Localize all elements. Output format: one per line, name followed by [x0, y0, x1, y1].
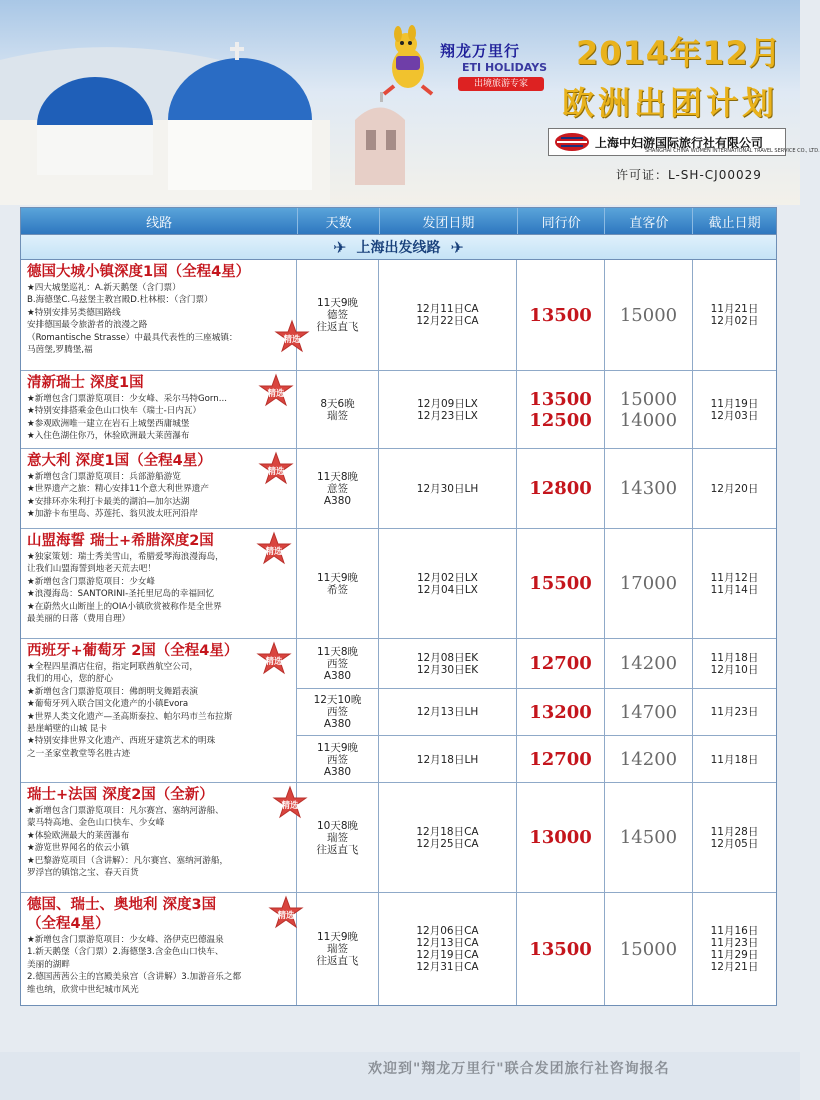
route-description-line: 我们的用心，您的舒心 [27, 674, 113, 685]
peer-price-line: 12500 [529, 409, 592, 431]
column-header-peer-price: 同行价 [518, 208, 606, 234]
route-description [27, 805, 292, 879]
page-title-date: 2014年12月 [576, 34, 782, 72]
deadline-date-line: 11月28日 [710, 825, 759, 838]
departure-date-cell [379, 449, 517, 528]
route-description-line: 1.新天鹅堡（含门票）2.海德堡3.含金色山口快车、 [27, 947, 224, 958]
days-visa-line: 德签 [327, 309, 348, 321]
departure-group [297, 893, 776, 1005]
deadline-date-line: 12月20日 [710, 482, 759, 495]
departure-date-cell [379, 639, 517, 688]
route-description-line: ★入住色湖住你乃，休验欧洲最大莱茵瀑布 [27, 431, 190, 442]
route-description [27, 551, 292, 625]
retail-price-line: 15000 [619, 938, 678, 960]
peer-price-line: 13500 [529, 304, 592, 326]
deadline-date-line: 11月18日 [710, 753, 759, 766]
deadline-date-line: 11月14日 [710, 583, 759, 596]
retail-price-line: 14000 [619, 409, 678, 431]
featured-badge-label: 精选 [283, 335, 301, 345]
departure-date-line: 12月09日LX [417, 397, 478, 410]
departure-row [297, 893, 776, 1005]
days-visa-line: A380 [323, 494, 352, 507]
route-description-line: ★四大城堡巡礼：A.新天鹅堡（含门票） [27, 283, 181, 293]
route-description-line: ★新增包含门票游览项目：凡尔赛宫、塞纳河游船、 [27, 806, 224, 816]
departure-date-line: 12月19日CA [416, 949, 479, 961]
route-description-line: ★安排环亦朱利打卡最美的湖泊—加尔达湖 [27, 496, 190, 507]
days-visa-line: 往返直飞 [316, 955, 359, 967]
departure-date-cell [379, 736, 517, 783]
table-row [21, 449, 776, 529]
peer-price [529, 827, 592, 848]
peer-price [529, 653, 592, 674]
table-body [21, 260, 776, 1005]
peer-price [529, 573, 592, 594]
route-description-line: 最美丽的日落（费用自理） [27, 614, 131, 625]
brand-name: 翔龙万里行 [440, 42, 521, 60]
departure-group [297, 260, 776, 370]
deadline-date [711, 483, 759, 495]
departure-date [416, 826, 478, 850]
days-visa-line: A380 [323, 718, 352, 730]
featured-badge-label: 精选 [267, 467, 285, 477]
days-visa-line: 西签 [326, 753, 348, 766]
days-cell [297, 371, 379, 448]
departure-date [417, 754, 478, 766]
peer-price-line: 13500 [529, 938, 592, 960]
route-title [27, 374, 292, 393]
deadline-cell [693, 371, 776, 448]
days-cell [297, 783, 379, 892]
route-title [27, 642, 292, 661]
peer-price-line: 12700 [529, 749, 592, 770]
deadline-date [711, 572, 759, 596]
departure-date-line: 12月13日CA [416, 937, 479, 949]
route-description-line: ★巴黎游览项目（含讲解）：凡尔赛宫、塞纳河游船， [27, 855, 229, 866]
route-description-line: 蒙马特高地、金色山口快车、少女峰 [27, 818, 165, 829]
table-row [21, 783, 776, 893]
departure-date-cell [379, 371, 517, 448]
peer-price-line: 12700 [529, 653, 592, 674]
days-visa [317, 297, 359, 333]
retail-price-line: 14200 [619, 653, 678, 674]
route-description-line: ★加游卡布里岛、苏莲托、翁贝波太旺河沿岸 [27, 509, 198, 520]
days-visa [317, 572, 358, 596]
departure-date-line: 12月25日CA [416, 837, 479, 850]
peer-price-cell [517, 783, 605, 892]
departure-date-line: 12月22日CA [416, 315, 479, 327]
peer-price-line: 15500 [529, 573, 592, 594]
days-visa-line: A380 [323, 669, 352, 682]
route-description [27, 282, 292, 356]
route-cell [21, 529, 297, 638]
table-header [21, 208, 776, 234]
deadline-cell [693, 783, 776, 892]
days-visa-line: 11天9晚 [316, 571, 359, 584]
days-visa-line: 瑞签 [327, 943, 348, 955]
route-description [27, 393, 292, 443]
retail-price [620, 653, 677, 674]
days-visa-line: 11天8晚 [316, 645, 359, 658]
days-visa-line: 希签 [326, 583, 348, 596]
tour-schedule-table [20, 207, 777, 1006]
brand-english-name: ETI HOLIDAYS [462, 61, 548, 74]
route-title-line: 瑞士+法国 深度2国（全新） [27, 787, 214, 803]
peer-price-cell [517, 260, 605, 370]
column-header-deadline: 截止日期 [708, 215, 761, 231]
peer-price-line: 13200 [529, 701, 592, 723]
header-banner [0, 0, 820, 205]
route-description [27, 661, 292, 760]
departure-date-cell [379, 783, 517, 892]
deadline-date-line: 11月16日 [710, 925, 759, 937]
route-description-line: 安排德国最令旅游者的浪漫之路 [27, 320, 148, 331]
retail-price-line: 15000 [619, 304, 678, 326]
route-title [27, 532, 292, 551]
route-description-line: 马茵堡,罗腾堡,福 [27, 345, 93, 356]
days-visa-line: 11天9晚 [316, 297, 359, 309]
route-description-line: 罗浮宫的镇馆之宝、春天百货 [27, 868, 139, 879]
airplane-icon: ✈ [450, 237, 464, 257]
peer-price-line: 13500 [529, 388, 592, 410]
departure-date-line: 12月18日LH [416, 753, 479, 766]
days-visa-line: 西签 [326, 706, 348, 718]
column-header-retail-price: 直客价 [605, 208, 693, 234]
route-description-line: ★特别安排另类德国路线 [27, 307, 121, 318]
route-description-line: ★新增包含门票游览项目：少女峰、洛伊克巴德温泉 [27, 935, 224, 945]
departure-date-line: 12月30日LH [416, 482, 479, 495]
departure-row [297, 639, 776, 689]
deadline-date [711, 303, 759, 327]
airplane-icon: ✈ [333, 237, 347, 257]
featured-badge-label: 精选 [265, 547, 283, 557]
departure-date-line: 12月11日CA [416, 303, 479, 315]
route-description-line: B.海德堡C.乌兹堡主教宫殿D.杜林根：（含门票） [27, 295, 213, 306]
footer-text: 欢迎到"翔龙万里行"联合发团旅行社咨询报名 [368, 1061, 670, 1077]
departure-date [417, 483, 478, 495]
company-badge [548, 128, 820, 156]
retail-price-cell [605, 260, 693, 370]
retail-price-cell [605, 783, 693, 892]
days-visa-line: 往返直飞 [316, 321, 359, 333]
departure-date-cell [379, 260, 517, 370]
departure-row [297, 449, 776, 528]
deadline-date-line: 12月03日 [710, 409, 759, 422]
route-title [27, 786, 292, 805]
table-row [21, 639, 776, 783]
departure-row [297, 371, 776, 448]
deadline-date-line: 12月21日 [710, 961, 759, 973]
peer-price-cell [517, 371, 605, 448]
deadline-date-line: 11月23日 [710, 706, 759, 718]
retail-price [620, 478, 677, 499]
days-visa-line: 11天9晚 [316, 931, 359, 943]
departure-date [416, 303, 478, 327]
deadline-date [711, 925, 759, 973]
route-description-line: ★游览世界闻名的依云小镇 [27, 843, 130, 854]
column-header-days: 天数 [298, 208, 380, 234]
peer-price [529, 305, 592, 326]
peer-price [529, 749, 592, 770]
departure-date-cell [379, 689, 517, 735]
peer-price-cell [517, 689, 605, 735]
departure-row [297, 260, 776, 370]
route-description-line: 悬崖峭壁的山城 昆卡 [27, 724, 108, 735]
peer-price [529, 939, 592, 960]
route-description-line: ★葡萄牙列入联合国文化遗产的小镇Evora [27, 699, 189, 710]
route-title-line: 西班牙+葡萄牙 2国（全程4星） [27, 643, 239, 659]
departure-date [417, 398, 478, 422]
deadline-cell [693, 260, 776, 370]
route-title [27, 452, 292, 471]
brand-slogan: 出境旅游专家 [458, 77, 544, 91]
departure-date-line: 12月04日LX [417, 583, 478, 596]
peer-price [529, 702, 592, 723]
days-visa-line: 10天8晚 [316, 819, 359, 832]
page-title: 欧洲出团计划 [562, 84, 779, 122]
peer-price [529, 389, 592, 431]
deadline-date-line: 11月23日 [710, 937, 759, 949]
route-cell [21, 260, 301, 370]
deadline-date-line: 12月02日 [710, 315, 759, 327]
peer-price-cell [517, 736, 605, 783]
route-description-line: 维也纳，欣赏中世纪城市风光 [27, 984, 139, 995]
route-description-line: ★在蔚然火山断崖上的OIA小镇欣赏被称作是全世界 [27, 601, 222, 612]
departure-group [297, 529, 776, 638]
route-description-line: 之一圣家堂教堂等名胜古迹 [27, 748, 131, 759]
days-visa [317, 820, 359, 856]
departure-date-line: 12月02日LX [417, 571, 478, 584]
company-english-name: SHANGHAI CHINA WOMEN INTERNATIONAL TRAVEL SERVICE CO., LTD. [645, 148, 820, 154]
days-visa-line: 12天10晚 [313, 694, 362, 706]
retail-price [620, 749, 677, 770]
company-logo-icon [553, 132, 591, 152]
route-description-line: ★新增包含门票游览项目：兵部游船游览 [27, 472, 181, 482]
route-description-line: ★新增包含门票游览项目：佛朗明戈舞蹈表演 [27, 686, 198, 697]
departure-date-line: 12月18日CA [416, 825, 479, 838]
days-visa-line: 意签 [326, 482, 348, 495]
retail-price-line: 14500 [619, 827, 678, 848]
column-header-departure: 发团日期 [380, 208, 518, 234]
retail-price-cell [605, 449, 693, 528]
days-visa [314, 694, 362, 730]
retail-price-cell [605, 529, 693, 638]
days-cell [297, 639, 379, 688]
days-cell [297, 529, 379, 638]
days-visa-line: 瑞签 [327, 409, 348, 422]
departure-date [417, 572, 478, 596]
peer-price-cell [517, 449, 605, 528]
days-cell [297, 689, 379, 735]
license-number: 许可证：L-SH-CJ00029 [616, 168, 762, 182]
departure-row [297, 529, 776, 638]
deadline-date-line: 12月10日 [710, 663, 759, 676]
route-cell [21, 783, 297, 892]
peer-price-cell [517, 893, 605, 1005]
departure-date-line: 12月13日LH [416, 706, 479, 718]
days-visa-line: 西签 [326, 657, 348, 670]
route-description-line: ★世界人类文化遗产—圣高斯泰拉、帕尔玛市兰布拉斯 [27, 711, 233, 722]
deadline-date-line: 11月29日 [710, 949, 759, 961]
table-row [21, 260, 776, 371]
route-description-line: ★参观欧洲唯一建立在岩石上城堡西庸城堡 [27, 418, 190, 429]
peer-price-line: 12800 [529, 478, 592, 499]
retail-price-line: 14200 [619, 749, 678, 770]
route-description-line: ★体验欧洲最大的莱茵瀑布 [27, 830, 130, 841]
table-row [21, 371, 776, 449]
deadline-date [711, 826, 759, 850]
route-title-line: 意大利 深度1国（全程4星） [27, 453, 212, 469]
deadline-cell [693, 736, 776, 783]
deadline-cell [693, 639, 776, 688]
peer-price-cell [517, 529, 605, 638]
retail-price [620, 573, 677, 594]
deadline-date-line: 12月05日 [710, 837, 759, 850]
featured-badge-label: 精选 [265, 657, 283, 667]
route-description [27, 934, 292, 996]
days-visa-line: 11天9晚 [316, 741, 359, 754]
retail-price [620, 939, 677, 960]
deadline-date-line: 11月12日 [710, 571, 759, 584]
days-visa [317, 471, 358, 507]
departure-row [297, 689, 776, 736]
retail-price-line: 14300 [619, 478, 678, 499]
days-visa [320, 398, 354, 422]
departure-date-line: 12月30日EK [416, 663, 479, 676]
peer-price-cell [517, 639, 605, 688]
route-description-line: ★独家策划：瑞士秀美雪山，希腊爱琴海浪漫海岛， [27, 552, 224, 562]
route-description-line: ★新增包含门票游览项目：少女峰 [27, 576, 156, 587]
route-cell [21, 639, 297, 782]
section-title: 上海出发线路 [356, 240, 441, 256]
table-row [21, 529, 776, 639]
retail-price-cell [605, 736, 693, 783]
deadline-date [711, 652, 759, 676]
route-description-line: （Romantische Strasse）中最具代表性的三座城镇： [27, 332, 238, 343]
departure-date [416, 925, 478, 973]
days-visa-line: 往返直飞 [316, 843, 359, 856]
days-cell [297, 736, 379, 783]
retail-price-line: 14700 [619, 701, 678, 723]
route-description-line: ★世界遗产之旅：精心安排11个意大利世界遗产 [27, 484, 209, 495]
route-description-line: 2.德国茜茜公主的宫殿美泉宫（含讲解）3.加游音乐之都 [27, 972, 242, 983]
departure-date [417, 652, 478, 676]
deadline-cell [693, 529, 776, 638]
retail-price [620, 702, 677, 723]
deadline-date [711, 398, 759, 422]
departure-date-cell [379, 529, 517, 638]
featured-badge-label: 精选 [267, 389, 285, 399]
route-description-line: ★新增包含门票游览项目：少女峰、采尔马特Gorn... [27, 394, 227, 404]
days-cell [297, 260, 379, 370]
company-name: 上海中妇游国际旅行社有限公司 [595, 135, 764, 150]
retail-price-cell [605, 639, 693, 688]
retail-price-line: 15000 [619, 388, 678, 410]
days-visa-line: 瑞签 [327, 831, 348, 844]
retail-price-cell [605, 689, 693, 735]
deadline-date [711, 706, 759, 718]
departure-group [297, 449, 776, 528]
retail-price [620, 827, 677, 848]
departure-row [297, 783, 776, 892]
retail-price-cell [605, 893, 693, 1005]
departure-date-line: 12月31日CA [416, 961, 479, 973]
deadline-cell [693, 893, 776, 1005]
deadline-cell [693, 449, 776, 528]
route-title-line: 德国、瑞士、奥地利 深度3国 [27, 897, 217, 913]
kangaroo-mascot-icon [378, 28, 438, 98]
departure-group [297, 783, 776, 892]
departure-date-cell [379, 893, 517, 1005]
route-description-line: ★特别安排搭乘金色山口快车（瑞士-日内瓦） [27, 406, 202, 417]
days-visa [317, 931, 359, 967]
table-row [21, 893, 776, 1005]
route-cell [21, 449, 297, 528]
days-visa [317, 646, 358, 682]
days-visa [317, 742, 358, 778]
route-title [27, 896, 292, 934]
deadline-date-line: 11月21日 [710, 303, 759, 315]
route-cell [21, 371, 297, 448]
departure-date-line: 12月06日CA [416, 925, 479, 937]
peer-price [529, 478, 592, 499]
route-title-line: 清新瑞士 深度1国 [27, 375, 144, 391]
departure-group [297, 639, 776, 782]
featured-badge-label: 精选 [277, 911, 295, 921]
peer-price-line: 13000 [529, 827, 592, 848]
days-cell [297, 893, 379, 1005]
departure-date-line: 12月23日LX [417, 409, 478, 422]
retail-price [620, 389, 677, 431]
route-title-line: （全程4星） [27, 916, 110, 932]
route-description-line: ★全程四星酒店住宿，指定阿联酋航空公司， [27, 662, 198, 672]
column-header-route: 线路 [21, 208, 298, 234]
deadline-date-line: 11月18日 [710, 651, 759, 664]
route-description-line: 让我们山盟海誓到地老天荒去吧！ [27, 564, 156, 575]
departure-date [417, 706, 478, 718]
route-title-line: 德国大城小镇深度1国（全程4星） [27, 264, 251, 280]
route-title [27, 263, 292, 282]
section-header [21, 234, 776, 260]
deadline-date [711, 754, 759, 766]
route-title-line: 山盟海誓 瑞士+希腊深度2国 [27, 533, 214, 549]
departure-group [297, 371, 776, 448]
days-visa-line: 8天6晚 [320, 397, 355, 410]
days-visa-line: 11天8晚 [316, 470, 359, 483]
deadline-date-line: 11月19日 [710, 397, 759, 410]
route-description [27, 471, 292, 521]
route-description-line: ★特别安排世界文化遗产、西班牙建筑艺术的明珠 [27, 736, 216, 747]
route-cell [21, 893, 297, 1005]
retail-price-cell [605, 371, 693, 448]
retail-price [620, 305, 677, 326]
deadline-cell [693, 689, 776, 735]
retail-price-line: 17000 [619, 573, 678, 594]
departure-date-line: 12月08日EK [416, 651, 479, 664]
days-visa-line: A380 [323, 765, 352, 778]
route-description-line: ★浪漫海岛：SANTORINI-圣托里尼岛的幸福回忆 [27, 589, 215, 600]
days-cell [297, 449, 379, 528]
route-description-line: 美丽的湖畔 [27, 959, 70, 970]
featured-badge-label: 精选 [281, 801, 299, 811]
departure-row [297, 736, 776, 783]
